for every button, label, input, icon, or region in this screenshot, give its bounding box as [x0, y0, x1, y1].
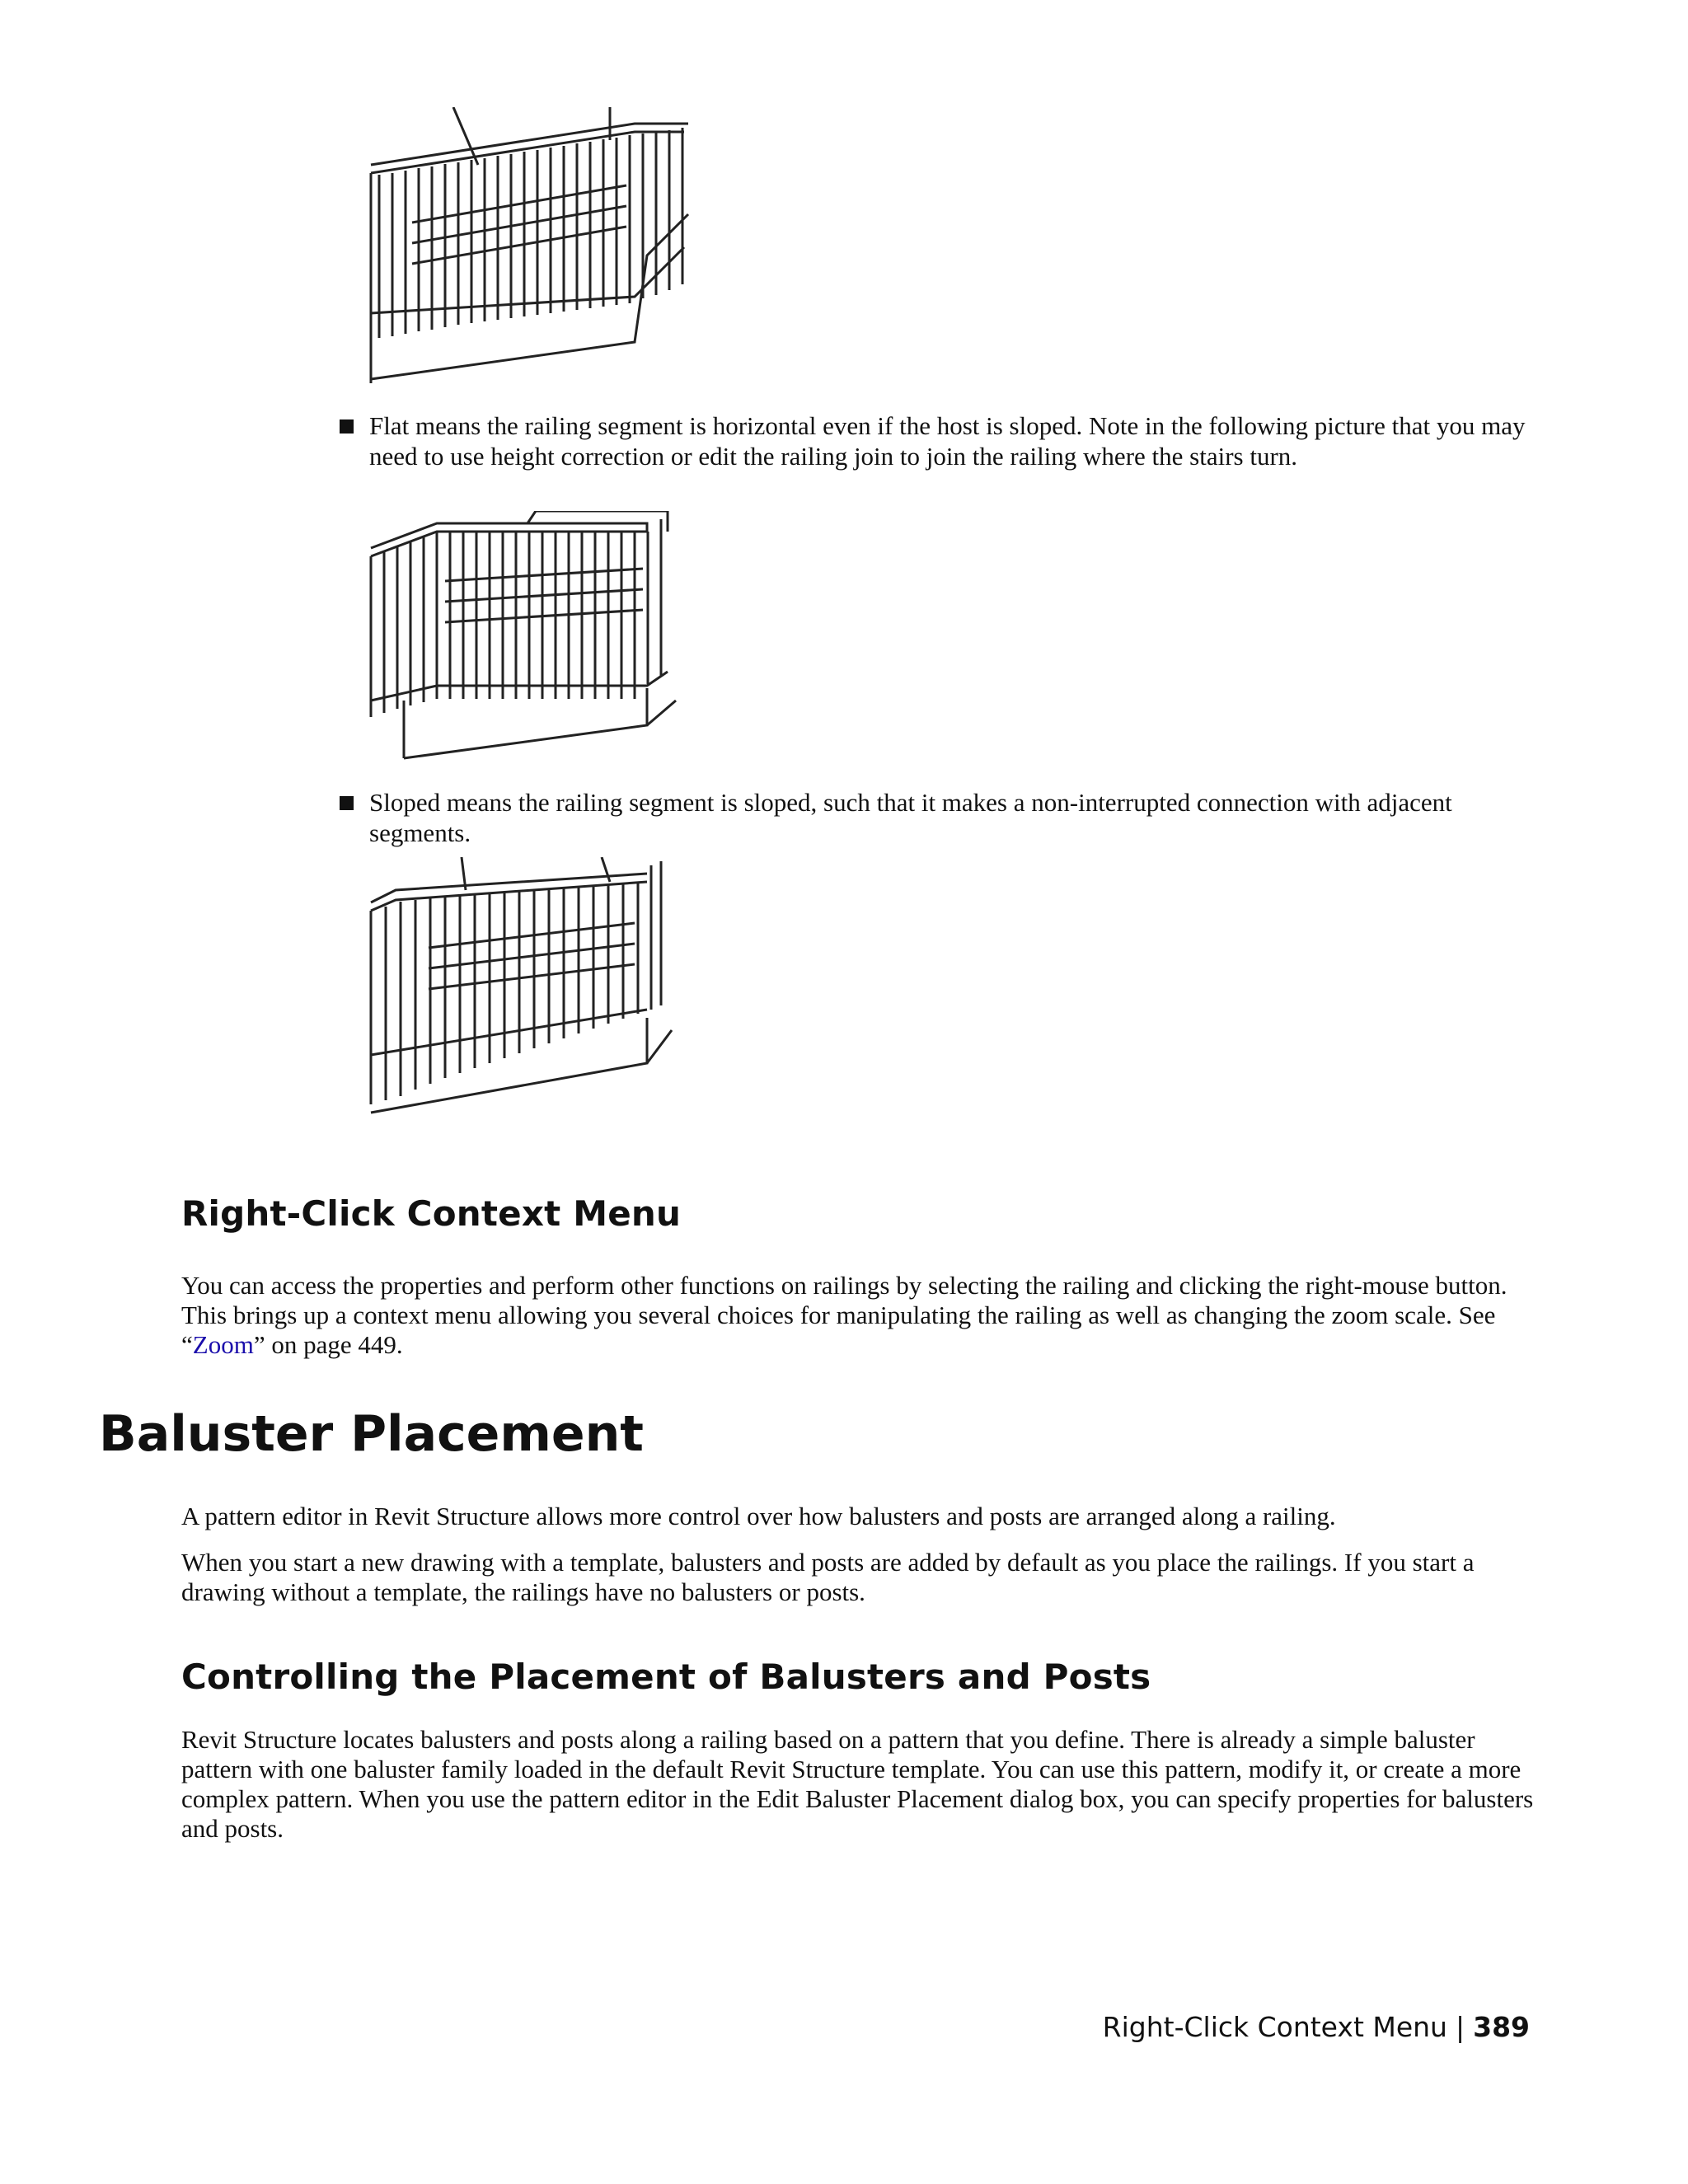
heading-baluster-placement: Baluster Placement	[99, 1405, 644, 1463]
paragraph-baluster-2: When you start a new drawing with a template, balusters and posts are added by default as you place the railings. If you start a drawing without a template, the railings have no balusters or posts.	[181, 1548, 1475, 1606]
page-footer	[1103, 2011, 1530, 2043]
railing-figure-3	[363, 857, 676, 1121]
heading-controlling-placement: Controlling the Placement of Balusters and Posts	[181, 1657, 1151, 1697]
railing-figure-1	[363, 107, 692, 387]
railing-figure-2	[363, 511, 684, 766]
paragraph-text: You can access the properties and perform other functions on railings by selecting the railing and clicking the right-mouse button. This brings up a context menu allowing you several choices for manipulating the railing as well as changing the zoom scale. See “	[181, 1271, 1507, 1359]
paragraph-baluster-1: A pattern editor in Revit Structure allows more control over how balusters and posts are arranged along a railing.	[181, 1502, 1336, 1530]
bullet-square-icon	[340, 796, 354, 810]
paragraph-context-menu	[181, 1271, 1550, 1360]
heading-right-click-context-menu: Right-Click Context Menu	[181, 1193, 682, 1234]
page-number: 389	[1473, 2011, 1530, 2043]
footer-section-title: Right-Click Context Menu	[1102, 2011, 1447, 2043]
bullet-text: Sloped means the railing segment is sloped, such that it makes a non-interrupted connection with adjacent segments.	[369, 788, 1452, 847]
paragraph-controlling: Revit Structure locates balusters and posts along a railing based on a pattern that you define. There is already a simple baluster pattern with one baluster family loaded in the default Revit Structure template. You can use this pattern, modify it, or create a more complex pattern. When you use the pattern editor in the Edit Baluster Placement dialog box, you can specify properties for balusters and posts.	[181, 1725, 1534, 1843]
bullet-flat	[340, 410, 1559, 471]
zoom-link[interactable]: Zoom	[192, 1330, 254, 1359]
bullet-sloped	[340, 787, 1559, 848]
railing-flat-drawing-icon	[363, 511, 684, 766]
railing-drawing-icon	[363, 107, 692, 387]
footer-separator: |	[1455, 2011, 1465, 2043]
paragraph-text: ” on page 449.	[253, 1330, 403, 1359]
railing-sloped-drawing-icon	[363, 857, 676, 1121]
bullet-square-icon	[340, 419, 354, 434]
bullet-text: Flat means the railing segment is horizontal even if the host is sloped. Note in the following picture that you may need to use height correction or edit the railing join to join the railing where the stairs turn.	[369, 411, 1526, 471]
